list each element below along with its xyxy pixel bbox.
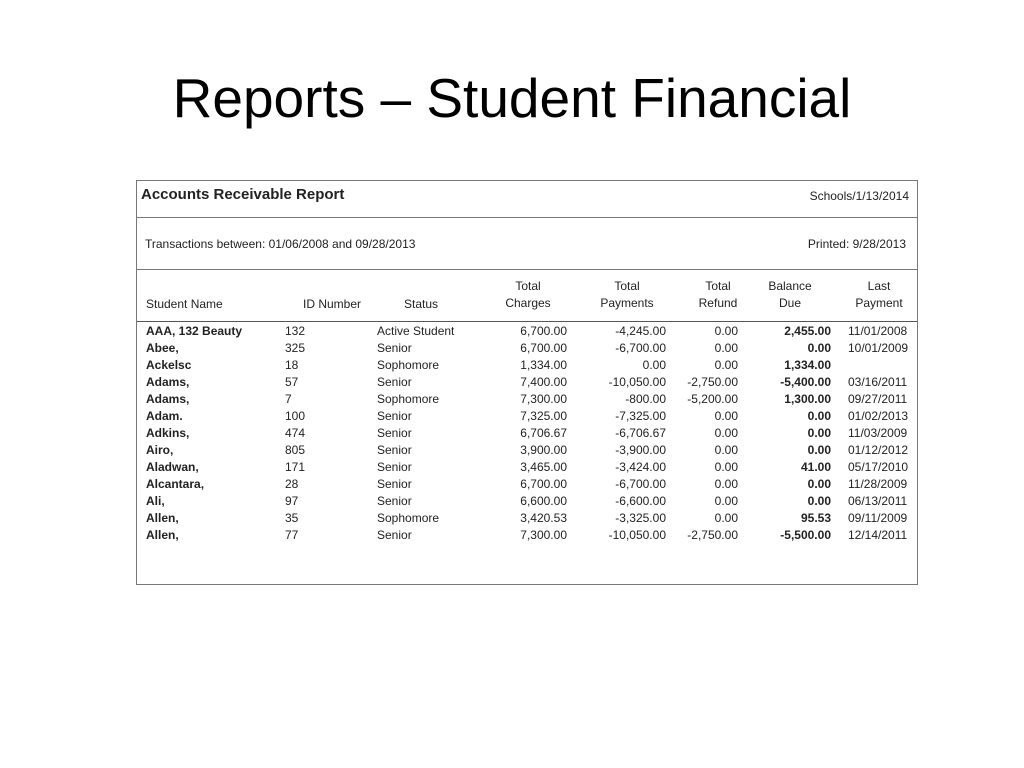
last-payment-cell: 12/14/2011 — [848, 528, 908, 542]
table-row — [137, 391, 917, 408]
total-charges-cell: 6,700.00 — [520, 324, 567, 338]
total-charges-cell: 3,900.00 — [520, 443, 567, 457]
student-name-cell: Adam. — [146, 409, 183, 423]
table-row — [137, 323, 917, 340]
balance-due-cell: 1,300.00 — [784, 392, 831, 406]
student-name-cell: Ali, — [146, 494, 165, 508]
student-name-cell: Ackelsc — [146, 358, 192, 372]
balance-due-cell: 1,334.00 — [784, 358, 831, 372]
status-cell: Senior — [377, 341, 412, 355]
table-row — [137, 527, 917, 544]
status-cell: Sophomore — [377, 511, 440, 525]
col-student-name: Student Name — [146, 297, 223, 311]
table-row — [137, 425, 917, 442]
balance-due-cell: 0.00 — [807, 477, 831, 491]
status-cell: Senior — [377, 528, 412, 542]
col-id-number: ID Number — [303, 297, 362, 311]
last-payment-cell: 11/03/2009 — [848, 426, 908, 440]
id-number-cell: 35 — [285, 511, 299, 525]
status-cell: Senior — [377, 375, 412, 389]
balance-due-cell: 2,455.00 — [784, 324, 831, 338]
col-last-payment: Last Payment — [855, 279, 903, 310]
balance-due-cell: 41.00 — [800, 460, 831, 474]
status-cell: Active Student — [377, 324, 455, 338]
total-payments-cell: 0.00 — [642, 358, 666, 372]
report-title: Accounts Receivable Report — [141, 186, 345, 203]
student-name-cell: Alcantara, — [146, 477, 205, 491]
report-subheader — [137, 218, 917, 270]
status-cell: Sophomore — [377, 392, 440, 406]
balance-due-cell: 0.00 — [807, 494, 831, 508]
student-name-cell: Adams, — [146, 392, 190, 406]
col-balance-due: Balance Due — [768, 279, 812, 310]
cutoff-row — [137, 544, 917, 550]
total-payments-cell: -6,706.67 — [615, 426, 666, 440]
last-payment-cell: 09/11/2009 — [848, 511, 908, 525]
total-charges-cell: 7,300.00 — [520, 528, 567, 542]
student-name-cell: Abee, — [146, 341, 179, 355]
last-payment-cell: 01/12/2012 — [848, 443, 909, 457]
id-number-cell: 805 — [285, 443, 306, 457]
status-cell: Senior — [377, 477, 412, 491]
table-row — [137, 340, 917, 357]
total-payments-cell: -6,700.00 — [615, 477, 666, 491]
total-charges-cell: 3,465.00 — [520, 460, 567, 474]
table-row — [137, 408, 917, 425]
balance-due-cell: -5,500.00 — [780, 528, 831, 542]
report-header — [137, 181, 917, 218]
status-cell: Senior — [377, 494, 412, 508]
balance-due-cell: 95.53 — [800, 511, 831, 525]
total-charges-cell: 6,600.00 — [520, 494, 567, 508]
table-row — [137, 374, 917, 391]
col-total-refund: Total Refund — [698, 279, 738, 310]
student-name-cell: Aladwan, — [146, 460, 199, 474]
total-refund-cell: 0.00 — [714, 494, 738, 508]
total-payments-cell: -6,700.00 — [615, 341, 666, 355]
total-charges-cell: 1,334.00 — [520, 358, 567, 372]
col-status: Status — [404, 297, 439, 311]
transaction-range: Transactions between: 01/06/2008 and 09/28/2013 — [145, 237, 416, 251]
total-payments-cell: -3,325.00 — [615, 511, 666, 525]
status-cell: Senior — [377, 443, 412, 457]
id-number-cell: 7 — [285, 392, 292, 406]
total-payments-cell: -4,245.00 — [615, 324, 666, 338]
status-cell: Senior — [377, 409, 412, 423]
last-payment-cell: 03/16/2011 — [848, 375, 908, 389]
id-number-cell: 474 — [285, 426, 306, 440]
col-total-charges: Total Charges — [505, 279, 551, 310]
total-refund-cell: -2,750.00 — [687, 375, 738, 389]
total-payments-cell: -800.00 — [625, 392, 666, 406]
total-refund-cell: 0.00 — [714, 511, 738, 525]
id-number-cell: 97 — [285, 494, 299, 508]
total-refund-cell: 0.00 — [714, 460, 738, 474]
total-charges-cell: 7,300.00 — [520, 392, 567, 406]
total-charges-cell: 6,706.67 — [520, 426, 567, 440]
report-source: Schools/1/13/2014 — [809, 189, 909, 203]
total-charges-cell: 7,325.00 — [520, 409, 567, 423]
total-refund-cell: 0.00 — [714, 358, 738, 372]
last-payment-cell: 05/17/2010 — [848, 460, 909, 474]
slide-title: Reports – Student Financial — [172, 67, 852, 129]
total-charges-cell: 7,400.00 — [520, 375, 567, 389]
id-number-cell: 77 — [285, 528, 299, 542]
table-row — [137, 459, 917, 476]
total-payments-cell: -3,424.00 — [615, 460, 666, 474]
col-total-payments: Total Payments — [600, 279, 654, 310]
accounts-receivable-report — [136, 180, 918, 585]
student-name-cell: Allen, — [146, 528, 179, 542]
total-payments-cell: -7,325.00 — [615, 409, 666, 423]
total-charges-cell: 6,700.00 — [520, 341, 567, 355]
table-row — [137, 442, 917, 459]
student-name-cell: Allen, — [146, 511, 179, 525]
total-refund-cell: 0.00 — [714, 443, 738, 457]
last-payment-cell: 10/01/2009 — [848, 341, 909, 355]
total-refund-cell: 0.00 — [714, 409, 738, 423]
total-refund-cell: 0.00 — [714, 341, 738, 355]
total-charges-cell: 6,700.00 — [520, 477, 567, 491]
report-rows — [137, 323, 917, 550]
student-name-cell: AAA, 132 Beauty — [146, 324, 243, 338]
total-payments-cell: -10,050.00 — [608, 375, 666, 389]
last-payment-cell: 09/27/2011 — [848, 392, 908, 406]
total-charges-cell: 3,420.53 — [520, 511, 567, 525]
total-refund-cell: 0.00 — [714, 426, 738, 440]
status-cell: Sophomore — [377, 358, 440, 372]
id-number-cell: 171 — [285, 460, 306, 474]
status-cell: Senior — [377, 426, 412, 440]
balance-due-cell: 0.00 — [807, 443, 831, 457]
id-number-cell: 100 — [285, 409, 306, 423]
last-payment-cell: 01/02/2013 — [848, 409, 909, 423]
total-payments-cell: -6,600.00 — [615, 494, 666, 508]
total-payments-cell: -10,050.00 — [608, 528, 666, 542]
table-row — [137, 476, 917, 493]
balance-due-cell: 0.00 — [807, 426, 831, 440]
total-refund-cell: -2,750.00 — [687, 528, 738, 542]
balance-due-cell: -5,400.00 — [780, 375, 831, 389]
total-refund-cell: 0.00 — [714, 324, 738, 338]
last-payment-cell: 11/28/2009 — [848, 477, 908, 491]
student-name-cell: Airo, — [146, 443, 174, 457]
student-name-cell: Adkins, — [146, 426, 190, 440]
last-payment-cell: 06/13/2011 — [848, 494, 908, 508]
student-name-cell: Adams, — [146, 375, 190, 389]
id-number-cell: 18 — [285, 358, 299, 372]
total-refund-cell: -5,200.00 — [687, 392, 738, 406]
table-row — [137, 510, 917, 527]
column-headers — [137, 270, 917, 322]
total-refund-cell: 0.00 — [714, 477, 738, 491]
id-number-cell: 132 — [285, 324, 306, 338]
last-payment-cell: 11/01/2008 — [848, 324, 908, 338]
balance-due-cell: 0.00 — [807, 409, 831, 423]
id-number-cell: 325 — [285, 341, 306, 355]
table-row — [137, 493, 917, 510]
id-number-cell: 57 — [285, 375, 299, 389]
table-row — [137, 357, 917, 374]
total-payments-cell: -3,900.00 — [615, 443, 666, 457]
balance-due-cell: 0.00 — [807, 341, 831, 355]
printed-date: Printed: 9/28/2013 — [807, 237, 906, 251]
id-number-cell: 28 — [285, 477, 299, 491]
status-cell: Senior — [377, 460, 412, 474]
